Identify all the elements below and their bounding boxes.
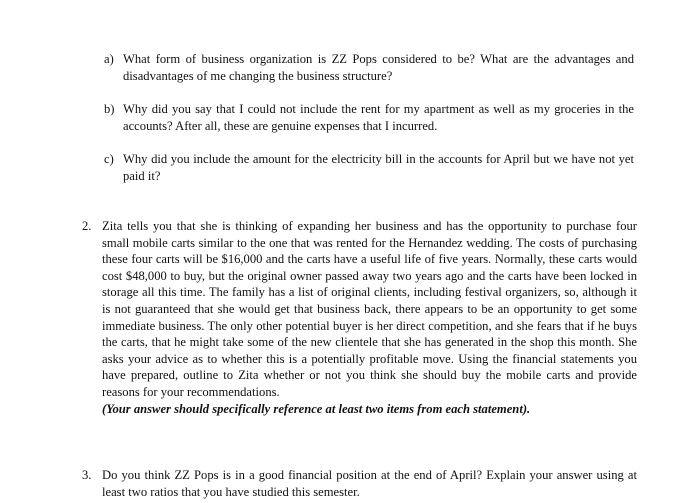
question-2: [82, 218, 637, 417]
sub-question-text: Why did you say that I could not include the rent for my apartment as well as my groceries in the accounts? After all, these are genuine expenses that I incurred.: [123, 102, 634, 133]
sub-question-b: [104, 101, 634, 135]
question-text: Zita tells you that she is thinking of expanding her business and has the opportunity to purchase four small mobile carts similar to the one that was rented for the Hernandez wedding. The costs of purchasing these four carts will be $16,000 and the carts have a useful life of five years. Normally, these carts would cost $48,000 to buy, but the original owner passed away two years ago and the carts have been locked in storage all this time. The family has a list of original clients, including festival organizers, so, although it is not guaranteed that she would get that business back, there appears to be an opportunity to get some immediate business. The only other potential buyer is her direct competition, and she fears that if he buys the carts, that he might take some of the new clientele that she has generated in the shop this month. She asks your advice as to whether this is a potentially profitable move. Using the financial statements you have prepared, outline to Zita whether or not you think she should buy the mobile carts and provide reasons for your recommendations.: [102, 219, 637, 399]
question-number: 2.: [82, 219, 92, 233]
sub-question-c: [104, 151, 634, 185]
question-text: Do you think ZZ Pops is in a good financial position at the end of April? Explain your answer using at least two ratios that you have studied this semester.: [102, 468, 637, 499]
sub-question-marker: a): [104, 52, 114, 66]
sub-question-text: Why did you include the amount for the electricity bill in the accounts for April but we have not yet paid it?: [123, 152, 634, 183]
sub-question-text: What form of business organization is ZZ Pops considered to be? What are the advantages and disadvantages of me changing the business structure?: [123, 52, 634, 83]
question-number: 3.: [82, 468, 92, 482]
sub-question-a: [104, 51, 634, 85]
question-3: [82, 467, 637, 500]
question-text-block: [102, 218, 637, 417]
sub-question-marker: b): [104, 102, 115, 116]
question-emphasis-note: (Your answer should specifically reference at least two items from each statement).: [102, 401, 531, 416]
sub-question-marker: c): [104, 152, 114, 166]
